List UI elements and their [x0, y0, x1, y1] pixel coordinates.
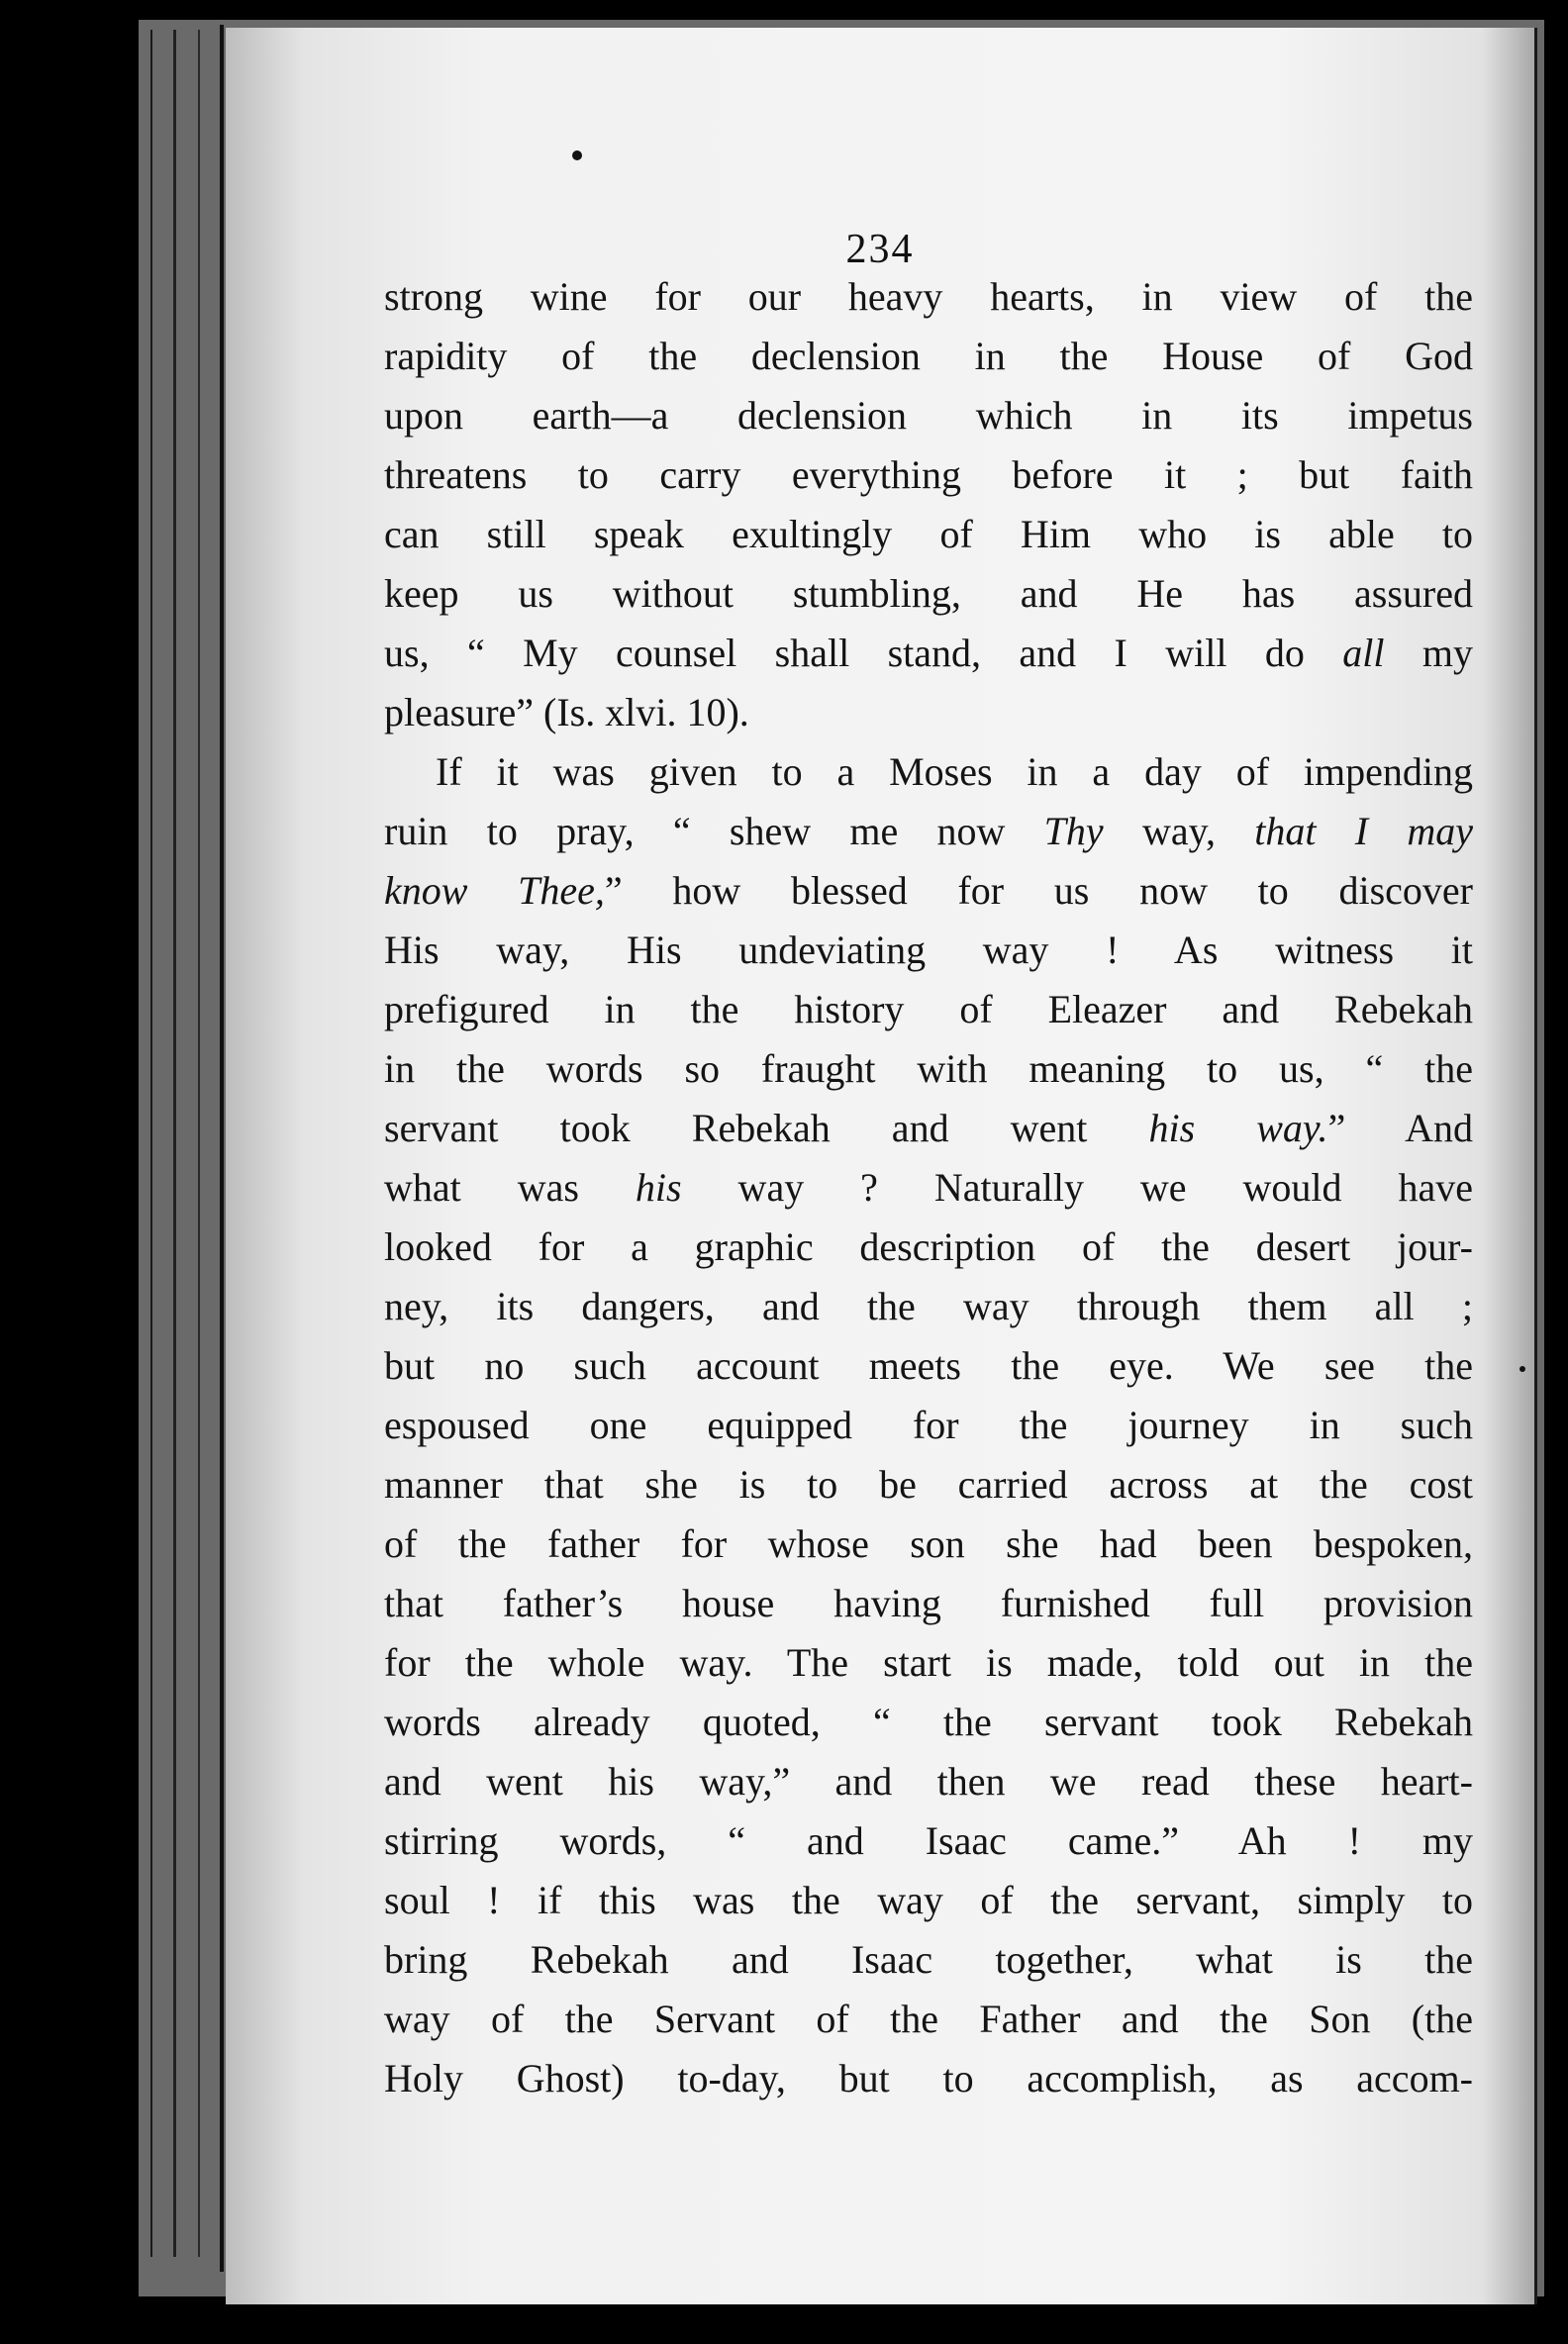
text-line: [384, 802, 1473, 861]
line-text: prefigured in the history of Eleazer and Rebekah: [384, 987, 1473, 1031]
page-edge-line: [220, 25, 224, 2272]
text-line: [384, 2049, 1473, 2108]
line-text: in the words so fraught with meaning to us, “ the: [384, 1046, 1473, 1091]
italic-text: all: [1342, 631, 1385, 675]
line-text: us, “ My counsel shall stand, and I will do: [384, 631, 1343, 675]
italic-text: know Thee,: [384, 868, 605, 913]
line-text: strong wine for our heavy hearts, in view of the: [384, 274, 1473, 319]
line-text: rapidity of the declension in the House of God: [384, 334, 1473, 378]
ink-speck: [1519, 1366, 1525, 1372]
text-line: [384, 327, 1473, 386]
line-text: my: [1384, 631, 1473, 675]
text-line: [384, 1693, 1473, 1752]
text-line: [384, 861, 1473, 921]
text-line: [384, 1811, 1473, 1871]
line-text: ruin to pray, “ shew me now: [384, 809, 1044, 853]
line-text: what was: [384, 1165, 636, 1210]
line-text: upon earth—a declension which in its impetus: [384, 393, 1473, 438]
line-text: manner that she is to be carried across at the cost: [384, 1462, 1473, 1507]
text-line: [384, 624, 1473, 683]
text-line: [384, 564, 1473, 624]
text-line: [384, 1633, 1473, 1693]
line-text: bring Rebekah and Isaac together, what is the: [384, 1937, 1473, 1982]
line-text: for the whole way. The start is made, told out in the: [384, 1640, 1473, 1685]
line-text: threatens to carry everything before it ; but faith: [384, 452, 1473, 497]
line-text: Holy Ghost) to-day, but to accomplish, as accom-: [384, 2056, 1473, 2100]
page-number: 234: [845, 227, 915, 272]
text-line: [384, 1396, 1473, 1455]
text-line: [384, 1455, 1473, 1514]
ink-speck: [572, 150, 582, 160]
line-text: of the father for whose son she had been bespoken,: [384, 1521, 1473, 1566]
line-text: way,: [1103, 809, 1255, 853]
text-line: [384, 445, 1473, 505]
line-text: stirring words, “ and Isaac came.” Ah ! my: [384, 1818, 1473, 1863]
italic-text: Thy: [1043, 809, 1104, 853]
text-line: [384, 1752, 1473, 1811]
line-text: soul ! if this was the way of the servant, simply to: [384, 1878, 1473, 1922]
line-text: pleasure” (Is. xlvi. 10).: [384, 690, 749, 734]
text-line: [384, 386, 1473, 445]
text-line: [384, 1990, 1473, 2049]
line-text: way of the Servant of the Father and the Son (the: [384, 1997, 1473, 2041]
text-line: [384, 1099, 1473, 1158]
line-text: espoused one equipped for the journey in such: [384, 1403, 1473, 1447]
text-line: [384, 1514, 1473, 1574]
text-line: [384, 921, 1473, 980]
line-text: If it was given to a Moses in a day of impending: [436, 749, 1473, 794]
line-text: ney, its dangers, and the way through them all ;: [384, 1284, 1473, 1328]
italic-text: his: [635, 1165, 682, 1210]
text-line: [384, 1574, 1473, 1633]
text-line: [384, 1039, 1473, 1099]
line-text: servant took Rebekah and went: [384, 1106, 1149, 1150]
text-line: [384, 505, 1473, 564]
line-text: keep us without stumbling, and He has assured: [384, 571, 1473, 616]
line-text: way ? Naturally we would have: [681, 1165, 1473, 1210]
text-line: [384, 1930, 1473, 1990]
line-text: words already quoted, “ the servant took Rebekah: [384, 1700, 1473, 1744]
line-text: His way, His undeviating way ! As witness it: [384, 928, 1473, 972]
text-line: [384, 683, 1473, 742]
line-text: that father’s house having furnished full provision: [384, 1581, 1473, 1625]
italic-text: that I may: [1254, 809, 1473, 853]
italic-text: his way.: [1148, 1106, 1328, 1150]
line-text: looked for a graphic description of the desert jour-: [384, 1224, 1473, 1269]
page-edge-line: [173, 30, 176, 2257]
line-text: but no such account meets the eye. We see the: [384, 1343, 1473, 1388]
body-text: [384, 267, 1473, 2108]
text-line: [384, 267, 1473, 327]
text-line: [384, 742, 1473, 802]
text-line: [384, 1277, 1473, 1336]
text-line: [384, 1218, 1473, 1277]
text-line: [384, 980, 1473, 1039]
line-text: can still speak exultingly of Him who is able to: [384, 512, 1473, 556]
page-edge-line: [150, 30, 152, 2257]
text-line: [384, 1158, 1473, 1218]
line-text: and went his way,” and then we read these heart-: [384, 1759, 1473, 1804]
text-line: [384, 1871, 1473, 1930]
line-text: ” how blessed for us now to discover: [604, 868, 1473, 913]
line-text: ” And: [1327, 1106, 1473, 1150]
page-edge-line: [198, 30, 200, 2257]
text-line: [384, 1336, 1473, 1396]
